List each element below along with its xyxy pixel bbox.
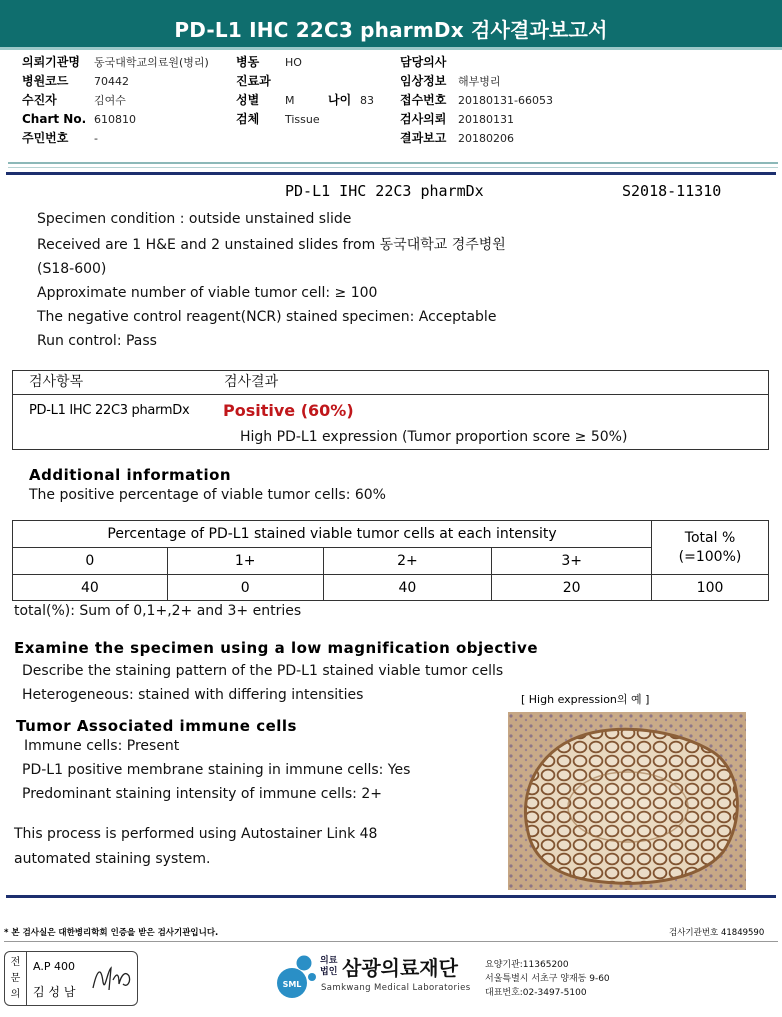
intensity-value-0: 40 (13, 575, 168, 601)
item-header-result: 검사결과 (224, 374, 279, 390)
header-label-age: 나이 (328, 93, 352, 107)
total-header-line1: Total % (684, 529, 736, 546)
intensity-table-header: Percentage of PD-L1 stained viable tumor cells at each intensity (13, 521, 652, 548)
immune-line-1: Immune cells: Present (24, 738, 180, 754)
examine-line-1: Describe the staining pattern of the PD-L1 stained viable tumor cells (22, 663, 504, 679)
report-banner (0, 0, 782, 50)
immune-title: Tumor Associated immune cells (16, 717, 297, 735)
header-label-department: 진료과 (236, 74, 271, 88)
header-value-accession-no: 20180131-66053 (458, 94, 553, 107)
org-english-name: Samkwang Medical Laboratories (321, 983, 471, 993)
report-top-rule (6, 172, 776, 175)
header-col3 (400, 56, 553, 151)
test-title: PD-L1 IHC 22C3 pharmDx (285, 182, 484, 200)
immune-line-2: PD-L1 positive membrane staining in immune cells: Yes (22, 762, 411, 778)
doctor-name: 김 성 남 (33, 985, 76, 999)
process-line-1: This process is performed using Autostainer Link 48 (14, 826, 378, 842)
contact-line-3: 대표번호:02-3497-5100 (485, 988, 587, 998)
org-prefix (320, 956, 337, 978)
header-label-report-date: 결과보고 (400, 131, 447, 145)
report-bottom-rule (6, 895, 776, 898)
specialist-char-2: 문 (10, 973, 21, 984)
signature-box (4, 951, 138, 1006)
header-label-doctor: 담당의사 (400, 55, 447, 69)
microscopy-illustration (508, 712, 746, 890)
intensity-col-3plus: 3+ (492, 548, 652, 575)
additional-info-text: The positive percentage of viable tumor cells: 60% (29, 487, 386, 503)
specimen-condition: Specimen condition : outside unstained slide (37, 211, 352, 227)
specialist-label (5, 952, 27, 1005)
intensity-value-3plus: 20 (492, 575, 652, 601)
contact-line-2: 서울특별시 서초구 양재동 9-60 (485, 974, 610, 984)
header-value-clinical-info: 해부병리 (458, 75, 501, 88)
specimen-received: Received are 1 H&E and 2 unstained slides from 동국대학교 경주병원 (37, 237, 506, 253)
header-label-request-date: 검사의뢰 (400, 112, 447, 126)
header-value-specimen: Tissue (285, 113, 320, 126)
header-label-specimen: 검체 (236, 112, 260, 126)
institution-number: 검사기관번호 41849590 (669, 928, 765, 938)
header-age (328, 94, 374, 107)
image-caption: [ High expression의 예 ] (521, 693, 650, 706)
org-contact (485, 958, 610, 1000)
header-label-resident-no: 주민번호 (22, 131, 69, 145)
intensity-col-0: 0 (13, 548, 168, 575)
header-value-request-date: 20180131 (458, 113, 514, 126)
header-value-report-date: 20180206 (458, 132, 514, 145)
org-name: 삼광의료재단 (342, 956, 458, 980)
additional-info-title: Additional information (29, 466, 232, 484)
result-detail: High PD-L1 expression (Tumor proportion score ≥ 50%) (240, 429, 628, 445)
intensity-table (12, 520, 769, 601)
specialist-char-1: 전 (10, 957, 21, 968)
intensity-col-1plus: 1+ (167, 548, 323, 575)
intensity-total: 100 (652, 575, 769, 601)
viable-tumor-count: Approximate number of viable tumor cell: ≥ 100 (37, 285, 378, 301)
case-number: S2018-11310 (622, 182, 722, 200)
certification-notice: * 본 검사실은 대한병리학회 인증을 받은 검사기관입니다. (4, 928, 219, 938)
examine-line-2: Heterogeneous: stained with differing intensities (22, 687, 364, 703)
result-positive: Positive (60%) (223, 401, 354, 420)
total-header (652, 521, 769, 575)
header-label-chart-no: Chart No. (22, 112, 87, 126)
doctor-id: A.P 400 (33, 960, 75, 973)
result-box-divider (12, 394, 769, 395)
header-divider (8, 162, 778, 164)
header-label-ward: 병동 (236, 55, 260, 69)
header-value-age: 83 (360, 94, 374, 107)
header-label-clinical-info: 임상정보 (400, 74, 447, 88)
header-divider-thin (8, 167, 778, 168)
header-value-hospital-code: 70442 (94, 75, 129, 88)
header-value-chart-no: 610810 (94, 113, 136, 126)
sml-logo-icon (268, 953, 318, 1001)
footer-divider (4, 941, 778, 942)
org-prefix-2: 법인 (320, 967, 338, 977)
header-value-resident-no: - (94, 132, 98, 145)
item-test-name: PD-L1 IHC 22C3 pharmDx (29, 403, 190, 418)
header-value-patient: 김여수 (94, 94, 126, 107)
intensity-value-1plus: 0 (167, 575, 323, 601)
header-label-hospital-code: 병원코드 (22, 74, 69, 88)
header-value-sex: M (285, 94, 295, 107)
header-label-sex: 성별 (236, 93, 260, 107)
header-label-patient: 수진자 (22, 93, 57, 107)
immune-line-3: Predominant staining intensity of immune cells: 2+ (22, 786, 382, 802)
report-title: PD-L1 IHC 22C3 pharmDx 검사결과보고서 (174, 18, 608, 42)
intensity-col-2plus: 2+ (323, 548, 492, 575)
process-line-2: automated staining system. (14, 851, 211, 867)
intensity-value-2plus: 40 (323, 575, 492, 601)
header-value-ward: HO (285, 56, 302, 69)
header-value-hospital: 동국대학교의료원(병리) (94, 56, 209, 69)
header-label-hospital: 의뢰기관명 (22, 55, 80, 69)
header-label-accession-no: 접수번호 (400, 93, 447, 107)
examine-title: Examine the specimen using a low magnification objective (14, 639, 538, 657)
table-note: total(%): Sum of 0,1+,2+ and 3+ entries (14, 603, 302, 619)
header-col2 (236, 56, 320, 132)
org-prefix-1: 의료 (320, 956, 338, 966)
specimen-number: (S18-600) (37, 261, 107, 277)
item-header-test: 검사항목 (29, 374, 84, 390)
contact-line-1: 요양기관:11365200 (485, 960, 569, 970)
logo-text: SML (282, 980, 302, 989)
header-col1 (22, 56, 209, 151)
specialist-char-3: 의 (10, 989, 21, 1000)
total-header-line2: (=100%) (678, 548, 742, 565)
run-control: Run control: Pass (37, 333, 157, 349)
signature-icon (89, 962, 133, 996)
ncr-status: The negative control reagent(NCR) stained specimen: Acceptable (37, 309, 497, 325)
microscopy-image (508, 712, 746, 890)
